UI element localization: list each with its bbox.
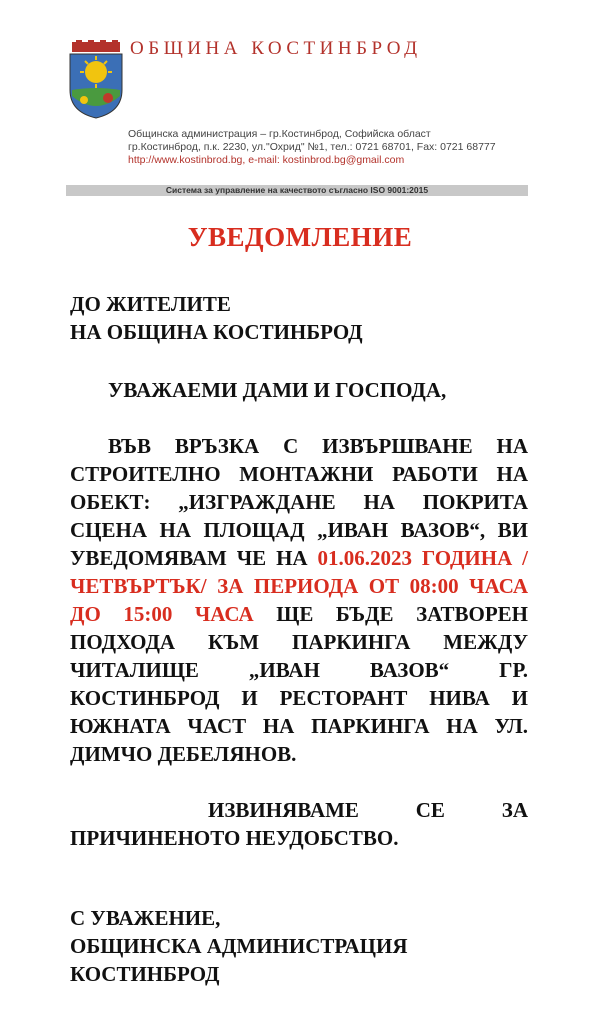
notice-body	[70, 432, 528, 768]
signature-closing: С УВАЖЕНИЕ,	[70, 906, 221, 930]
admin-contact-block	[128, 128, 538, 167]
notice-title: УВЕДОМЛЕНИЕ	[187, 222, 413, 252]
body-intro: ВЪВ ВРЪЗКА С ИЗВЪРШВАНЕ НА СТРОИТЕЛНО МОНТАЖНИ РАБОТИ НА ОБЕКТ: „ИЗГРАЖДАНЕ НА ПОКРИТА СЦЕНА НА ПЛОЩАД „ИВАН ВАЗОВ“, ВИ УВЕДОМЯВАМ ЧЕ НА	[70, 434, 528, 570]
signature-organization: ОБЩИНСКА АДМИНИСТРАЦИЯ	[70, 934, 408, 958]
apology: ИЗВИНЯВАМЕ СЕ ЗА ПРИЧИНЕНОТО НЕУДОБСТВО.	[70, 798, 528, 850]
org-name: ОБЩИНА КОСТИНБРОД	[130, 38, 422, 59]
addressee-line-2: НА ОБЩИНА КОСТИНБРОД	[70, 320, 363, 344]
body-closure-details: ЩЕ БЪДЕ ЗАТВОРЕН ПОДХОДА КЪМ ПАРКИНГА МЕЖДУ ЧИТАЛИЩЕ „ИВАН ВАЗОВ“ ГР. КОСТИНБРОД И РЕСТОРАНТ НИВА И ЮЖНАТА ЧАСТ НА ПАРКИНГА НА УЛ. ДИМЧО ДЕБЕЛЯНОВ.	[70, 602, 528, 766]
signature-block	[70, 904, 528, 988]
addressee-line-1: ДО ЖИТЕЛИТЕ	[70, 292, 231, 316]
contact-link[interactable]: http://www.kostinbrod.bg, e-mail: kostinbrod.bg@gmail.com	[128, 154, 405, 166]
iso-banner: Система за управление на качеството съгласно ISO 9001:2015	[66, 185, 528, 196]
admin-phone-line: гр.Костинброд, п.к. 2230, ул."Охрид" №1, тел.: 0721 68701, Fax: 0721 68777	[128, 141, 496, 153]
admin-address-line: Общинска администрация – гр.Костинброд, Софийска област	[128, 128, 431, 140]
signature-town: КОСТИНБРОД	[70, 962, 220, 986]
addressee	[70, 290, 528, 346]
greeting: УВАЖАЕМИ ДАМИ И ГОСПОДА,	[108, 378, 447, 402]
closure-date-period: 01.06.2023 ГОДИНА / ЧЕТВЪРТЪК/ ЗА ПЕРИОДА ОТ 08:00 ЧАСА ДО 15:00 ЧАСА	[70, 546, 528, 626]
municipality-crest-icon	[66, 40, 126, 120]
